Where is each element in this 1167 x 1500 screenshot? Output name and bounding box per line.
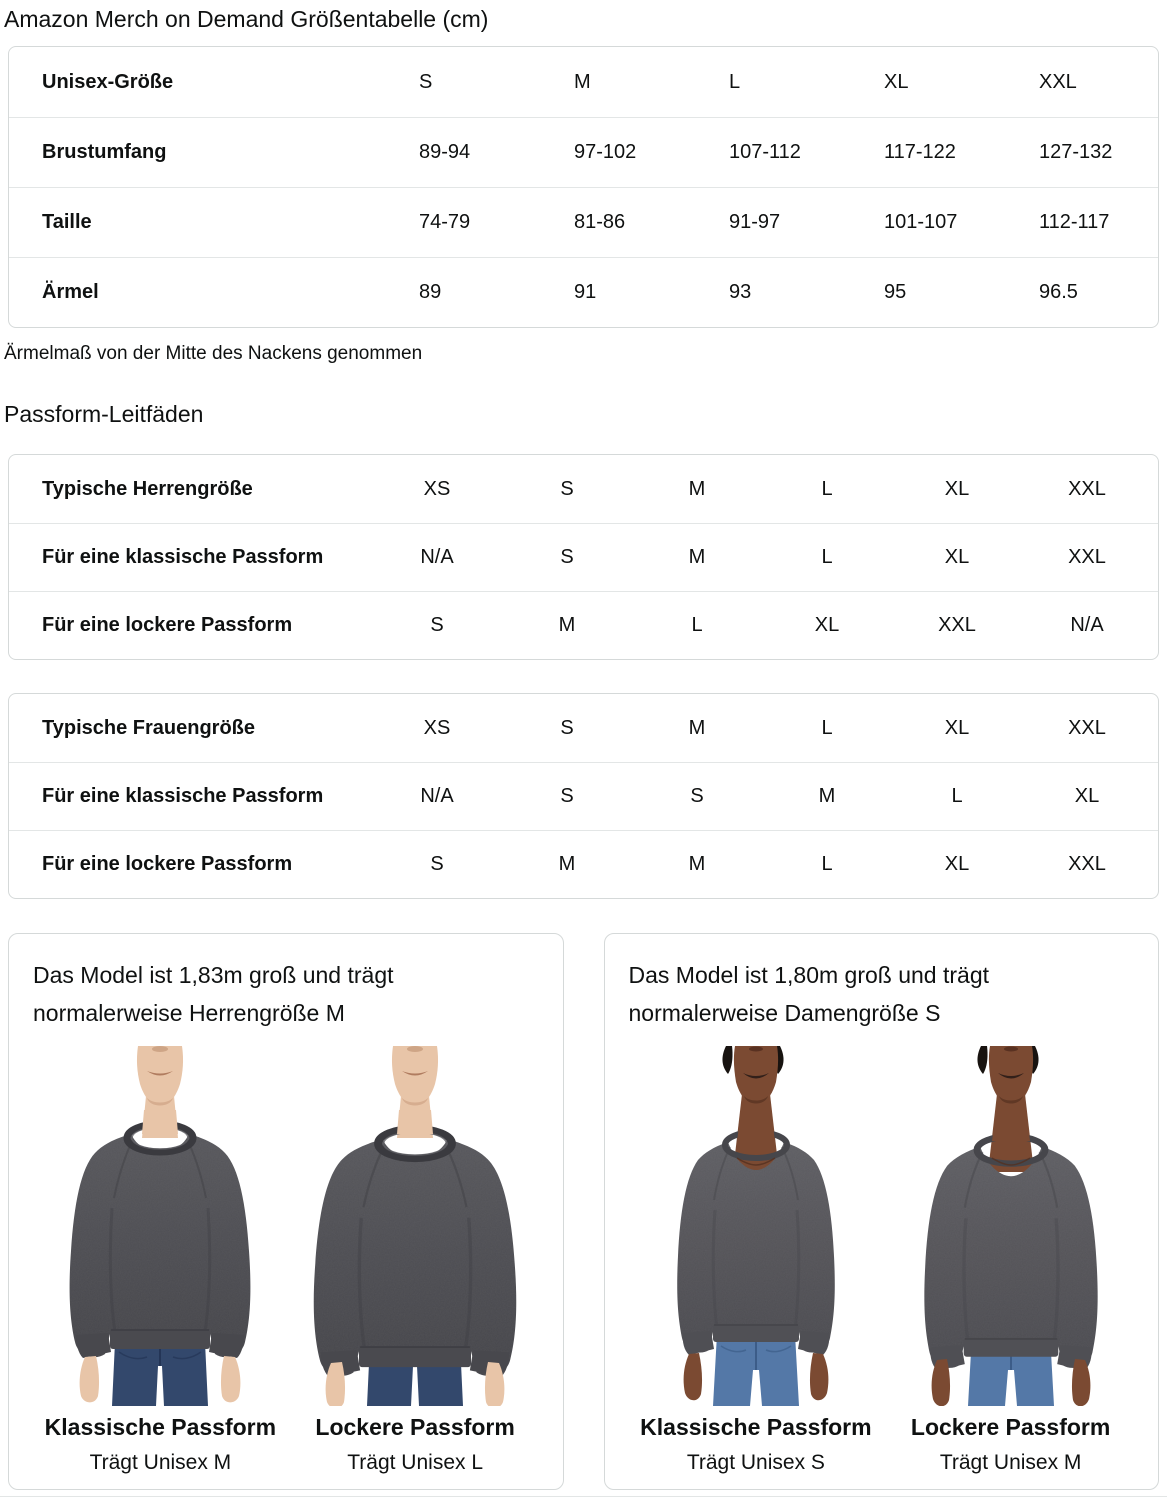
fit-cell: S — [560, 716, 574, 739]
size-cell: 112-117 — [1039, 211, 1110, 233]
fit-cell: S — [430, 853, 444, 875]
size-col-header: L — [729, 70, 741, 93]
model-photos-row — [33, 1046, 543, 1475]
fit-cell: S — [690, 785, 704, 807]
size-cell: 91-97 — [729, 211, 781, 233]
fit-cell: XL — [944, 716, 970, 739]
fit-guides-title: Passform-Leitfäden — [4, 401, 204, 427]
row-label: Ärmel — [42, 281, 99, 303]
fit-cell: XS — [423, 477, 451, 500]
fit-cell: M — [688, 477, 706, 500]
fit-cell: M — [688, 853, 706, 875]
model-photos-row — [629, 1046, 1139, 1475]
size-col-header: XL — [884, 70, 909, 93]
fit-cell: S — [560, 546, 574, 568]
fit-cell: L — [821, 546, 833, 568]
fit-cell: XL — [944, 477, 970, 500]
fit-cell: M — [558, 614, 576, 636]
page-title: Amazon Merch on Demand Größentabelle (cm) — [4, 6, 489, 32]
model-description: Das Model ist 1,80m groß und trägt normalerweise Damengröße S — [628, 962, 989, 1026]
fit-cell: M — [558, 853, 576, 875]
model-column-loose — [883, 1046, 1138, 1475]
size-cell: 96.5 — [1039, 281, 1078, 303]
fit-cell: M — [818, 785, 836, 807]
size-cell: 91 — [574, 281, 597, 303]
table-row — [9, 47, 1158, 117]
fit-cell: N/A — [420, 546, 454, 568]
model-description: Das Model ist 1,83m groß und trägt normalerweise Herrengröße M — [33, 962, 394, 1026]
section-divider — [0, 1496, 1167, 1497]
size-worn-label: Trägt Unisex L — [347, 1451, 484, 1474]
row-label: Typische Frauengröße — [42, 716, 256, 739]
size-worn-label: Trägt Unisex M — [89, 1451, 232, 1474]
fit-cell: L — [951, 785, 963, 807]
fit-cell: L — [821, 853, 833, 875]
fit-label: Klassische Passform — [640, 1414, 872, 1440]
size-cell: 101-107 — [884, 211, 958, 233]
fit-cell: XL — [944, 546, 970, 568]
row-label: Brustumfang — [42, 141, 167, 163]
model-photo-woman-classic — [631, 1046, 881, 1406]
model-cards — [8, 933, 1159, 1490]
fit-table-women — [8, 693, 1159, 899]
fit-cell: XXL — [1068, 477, 1106, 500]
table-row — [9, 523, 1158, 591]
fit-cell: XXL — [1068, 716, 1106, 739]
model-column-classic — [33, 1046, 288, 1475]
size-cell: 117-122 — [884, 141, 956, 163]
fit-label: Lockere Passform — [910, 1414, 1111, 1440]
fit-cell: XL — [944, 853, 970, 875]
fit-cell: S — [430, 614, 444, 636]
table-row — [9, 591, 1158, 659]
fit-cell: XL — [814, 614, 840, 636]
fit-cell: XL — [1074, 785, 1100, 807]
row-label: Für eine lockere Passform — [42, 614, 293, 636]
fit-cell: N/A — [1070, 614, 1104, 636]
table-row — [9, 187, 1158, 257]
size-cell: 127-132 — [1039, 141, 1113, 163]
fit-cell: XXL — [938, 614, 976, 636]
fit-cell: M — [688, 546, 706, 568]
size-cell: 74-79 — [419, 211, 471, 233]
row-label: Für eine klassische Passform — [42, 785, 324, 807]
size-cell: 95 — [884, 281, 907, 303]
fit-cell: N/A — [420, 785, 454, 807]
row-label: Für eine lockere Passform — [42, 853, 293, 875]
model-card-women — [604, 933, 1160, 1490]
size-cell: 93 — [729, 281, 752, 303]
fit-cell: XXL — [1068, 546, 1106, 568]
table-row — [9, 694, 1158, 762]
fit-cell: XXL — [1068, 853, 1106, 875]
fit-table-men — [8, 454, 1159, 660]
row-label: Typische Herrengröße — [42, 477, 253, 500]
size-worn-label: Trägt Unisex M — [939, 1451, 1082, 1474]
size-cell: 89-94 — [419, 141, 471, 163]
model-column-classic — [629, 1046, 884, 1475]
fit-cell: S — [560, 477, 574, 500]
fit-label: Klassische Passform — [44, 1414, 277, 1440]
fit-cell: M — [688, 716, 706, 739]
fit-cell: XS — [423, 716, 451, 739]
size-cell: 89 — [419, 281, 442, 303]
fit-label: Lockere Passform — [315, 1414, 515, 1440]
model-column-loose — [288, 1046, 543, 1475]
fit-cell: S — [560, 785, 574, 807]
model-card-men — [8, 933, 564, 1490]
row-label: Taille — [42, 211, 92, 233]
size-col-header: S — [419, 70, 433, 93]
fit-cell: L — [821, 716, 833, 739]
fit-cell: L — [821, 477, 833, 500]
fit-cell: L — [691, 614, 703, 636]
size-cell: 81-86 — [574, 211, 626, 233]
table-row — [9, 762, 1158, 830]
size-table — [8, 46, 1159, 328]
model-photo-man-classic — [35, 1046, 285, 1406]
size-cell: 97-102 — [574, 141, 637, 163]
sleeve-measure-note: Ärmelmaß von der Mitte des Nackens genommen — [4, 343, 423, 364]
size-col-header: XXL — [1039, 70, 1077, 93]
table-row — [9, 257, 1158, 327]
model-photo-woman-loose — [886, 1046, 1136, 1406]
table-row — [9, 455, 1158, 523]
table-row — [9, 830, 1158, 898]
row-label: Für eine klassische Passform — [42, 546, 324, 568]
model-photo-man-loose — [290, 1046, 540, 1406]
table-row — [9, 117, 1158, 187]
row-label: Unisex-Größe — [42, 70, 174, 93]
size-worn-label: Trägt Unisex S — [686, 1451, 825, 1474]
size-cell: 107-112 — [729, 141, 801, 163]
size-col-header: M — [574, 70, 591, 93]
